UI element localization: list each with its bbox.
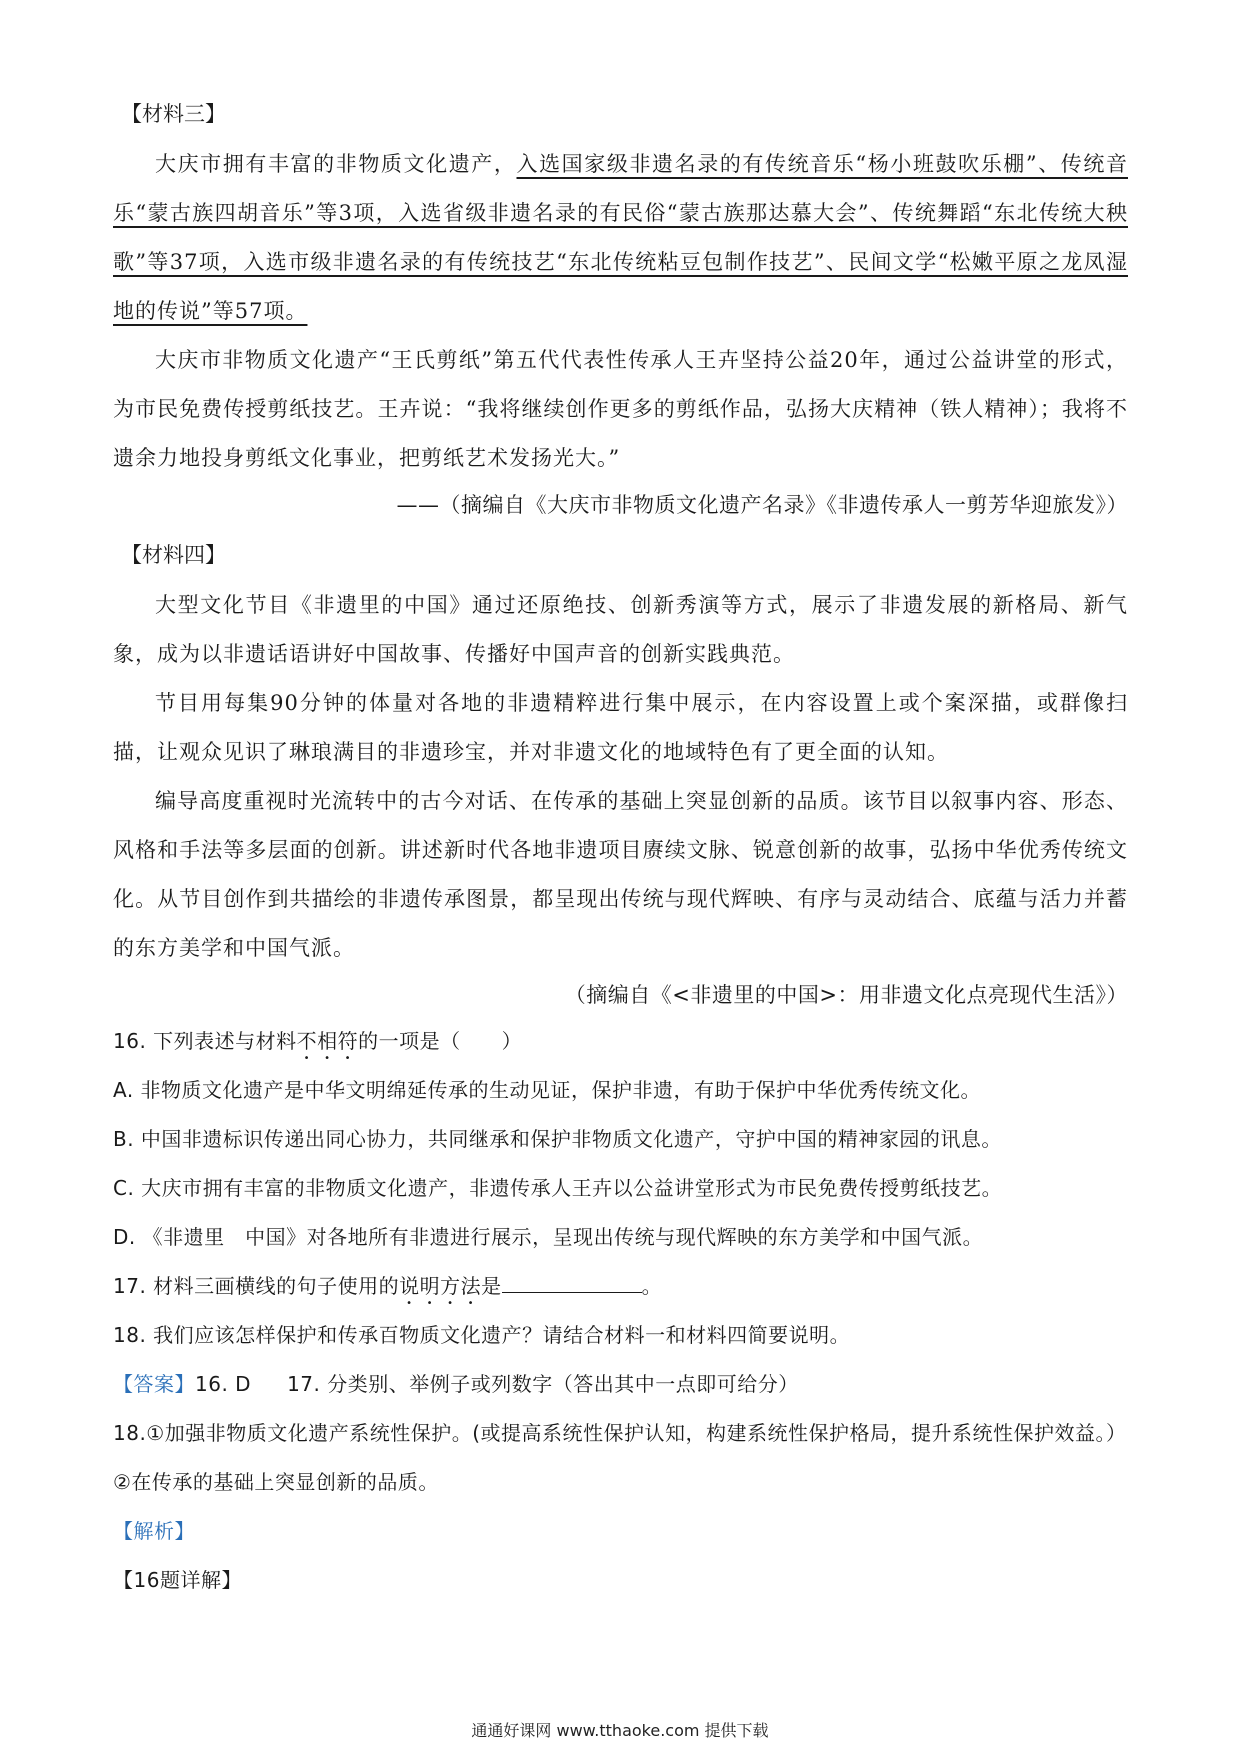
- material-three-paragraph-2: 大庆市非物质文化遗产“王氏剪纸”第五代代表性传承人王卉坚持公益20年，通过公益讲堂的形式，为市民免费传授剪纸技艺。王卉说：“我将继续创作更多的剪纸作品，弘扬大庆精神（铁人精神）；我将不遗余力地投身剪纸文化事业，把剪纸艺术发扬光大。”: [113, 348, 1128, 470]
- question-16-detail-heading: 【16题详解】: [113, 1568, 242, 1592]
- question-17-stem: 17. 材料三画横线的句子使用的: [113, 1274, 400, 1298]
- material-four-paragraph-1: 大型文化节目《非遗里的中国》通过还原绝技、创新秀演等方式，展示了非遗发展的新格局、新气象，成为以非遗话语讲好中国故事、传播好中国声音的创新实践典范。: [113, 593, 1128, 666]
- page-footer: 通通好课网 www.tthaoke.com 提供下载: [471, 1721, 769, 1740]
- question-17-stem-end: 是: [481, 1274, 502, 1298]
- option-d: D. 《非遗里 中国》对各地所有非遗进行展示，呈现出传统与现代辉映的东方美学和中国气派。: [113, 1225, 984, 1249]
- question-18: 18. 我们应该怎样保护和传承百物质文化遗产？请结合材料一和材料四简要说明。: [113, 1323, 851, 1347]
- answer-line: [113, 1360, 1128, 1409]
- answer-tag: 【答案】: [113, 1372, 195, 1396]
- document-page: [113, 92, 1128, 1605]
- question-17: [113, 1262, 1128, 1311]
- answer-blank: [502, 1272, 642, 1293]
- option-c: C. 大庆市拥有丰富的非物质文化遗产，非遗传承人王卉以公益讲堂形式为市民免费传授剪纸技艺。: [113, 1176, 1003, 1200]
- material-four-source: （摘编自《<非遗里的中国>：用非遗文化点亮现代生活》）: [564, 983, 1128, 1007]
- underlined-sentence: 入选国家级非遗名录的有传统音乐“杨小班鼓吹乐棚”、传统音乐“蒙古族四胡音乐”等3项，入选省级非遗名录的有民俗“蒙古族那达慕大会”、传统舞蹈“东北传统大秧歌”等37项，入选市级非遗名录的有传统技艺“东北传统粘豆包制作技艺”、民间文学“松嫩平原之龙凤湿地的传说”等57项。: [113, 152, 1128, 323]
- question-16: [113, 1017, 1128, 1066]
- question-16-emphasis: 不相符: [296, 1029, 359, 1053]
- material-three-source: ——（摘编自《大庆市非物质文化遗产名录》《非遗传承人一剪芳华迎旅发》）: [396, 493, 1128, 517]
- material-three-intro: 大庆市拥有丰富的非物质文化遗产，: [155, 152, 517, 176]
- option-b: B. 中国非遗标识传递出同心协力，共同继承和保护非物质文化遗产，守护中国的精神家园的讯息。: [113, 1127, 1002, 1151]
- material-four-paragraph-2: 节目用每集90分钟的体量对各地的非遗精粹进行集中展示，在内容设置上或个案深描，或群像扫描，让观众见识了琳琅满目的非遗珍宝，并对非遗文化的地域特色有了更全面的认知。: [113, 691, 1128, 764]
- answer-18: 18.①加强非物质文化遗产系统性保护。(或提高系统性保护认知，构建系统性保护格局，提升系统性保护效益。）②在传承的基础上突显创新的品质。: [113, 1421, 1127, 1494]
- option-a: A. 非物质文化遗产是中华文明绵延传承的生动见证，保护非遗，有助于保护中华优秀传统文化。: [113, 1078, 982, 1102]
- question-16-stem-end: 的一项是（ ）: [358, 1029, 523, 1053]
- material-four-heading: 【材料四】: [121, 543, 226, 567]
- material-three-heading: 【材料三】: [121, 102, 226, 126]
- material-three-paragraph-1: [113, 140, 1128, 336]
- question-17-emphasis: 说明方法: [399, 1274, 482, 1298]
- question-16-stem: 16. 下列表述与材料: [113, 1029, 297, 1053]
- analysis-tag: 【解析】: [113, 1519, 195, 1543]
- question-17-period: 。: [641, 1274, 663, 1298]
- material-four-paragraph-3: 编导高度重视时光流转中的古今对话、在传承的基础上突显创新的品质。该节目以叙事内容、形态、风格和手法等多层面的创新。讲述新时代各地非遗项目赓续文脉、锐意创新的故事，弘扬中华优秀传统文化。从节目创作到共描绘的非遗传承图景，都呈现出传统与现代辉映、有序与灵动结合、底蕴与活力并蓄的东方美学和中国气派。: [113, 789, 1128, 960]
- answer-16: 16. D: [195, 1372, 252, 1396]
- answer-17: 17. 分类别、举例子或列数字（答出其中一点即可给分）: [287, 1372, 799, 1396]
